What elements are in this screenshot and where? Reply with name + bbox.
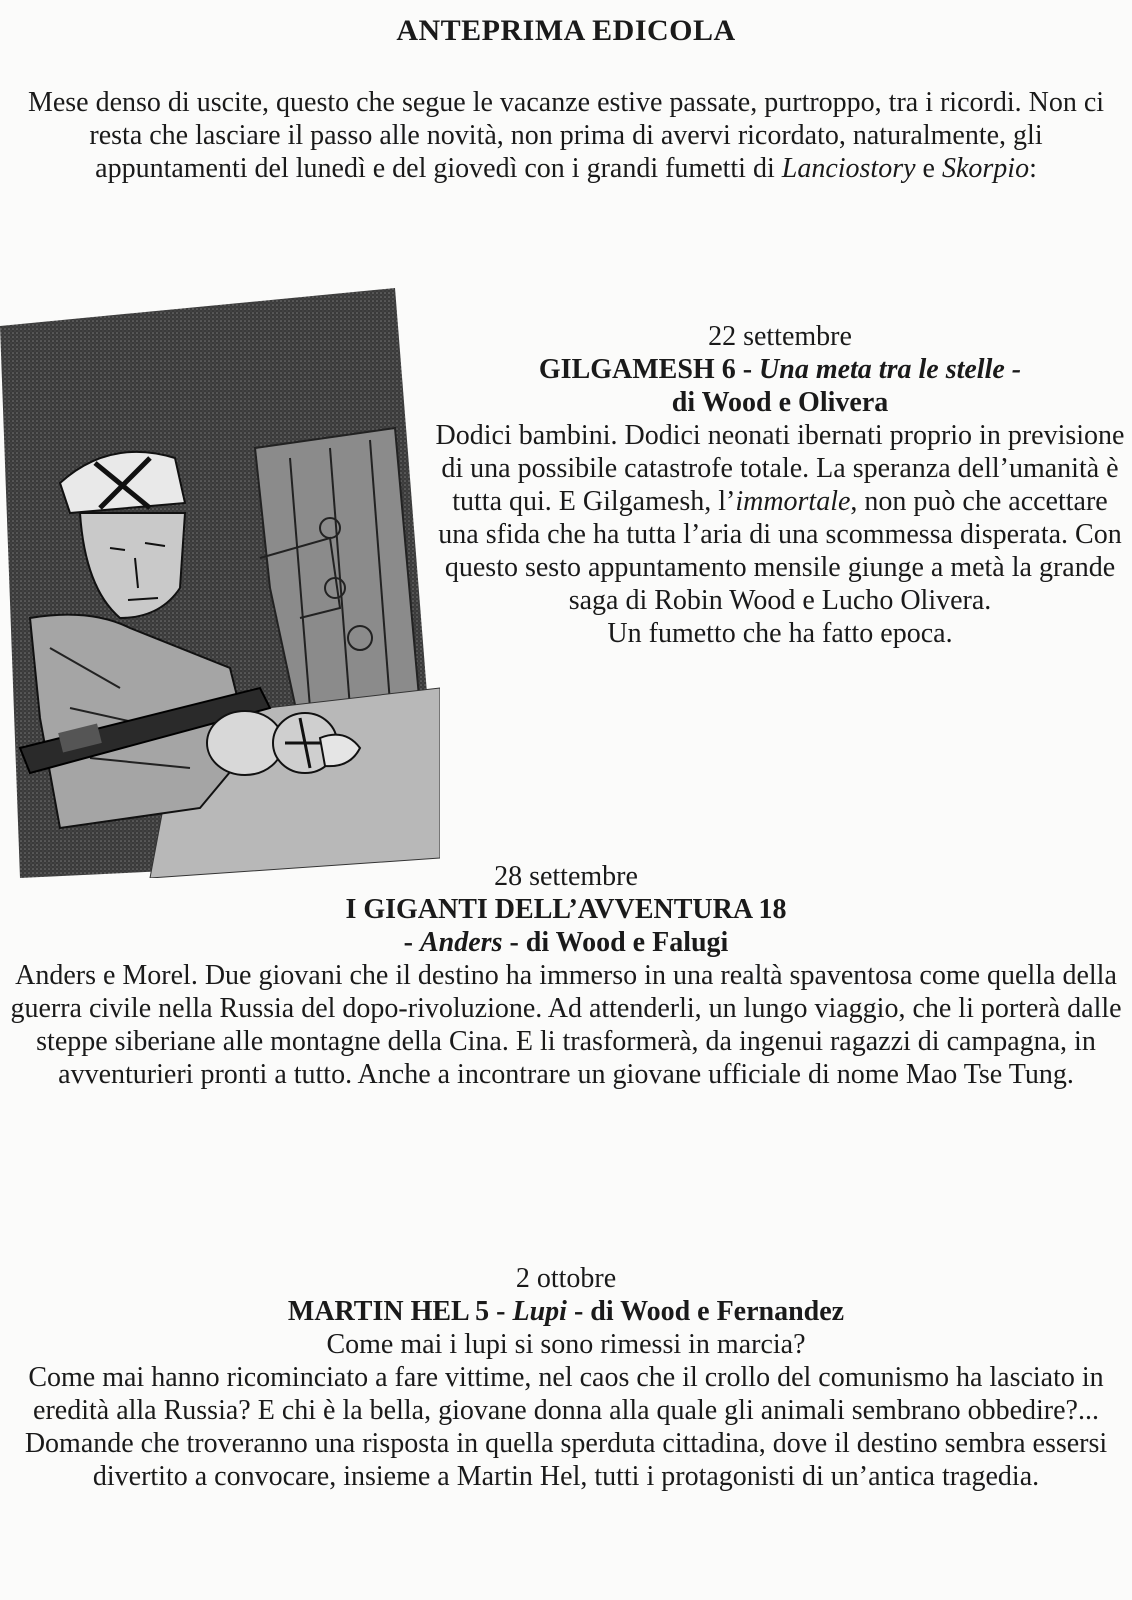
release-subtitle-line [0, 926, 1132, 959]
section-giganti-avventura [0, 860, 1132, 1091]
release-description: Anders e Morel. Due giovani che il destino ha immerso in una realtà spaventosa come quella della guerra civile nella Russia del dopo-rivoluzione. Ad attenderli, un lungo viaggio, che li porterà dalle steppe siberiane alle montagne della Cina. E li trasformerà, da ingenui ragazzi di campagna, in avventurieri pronti a tutto. Anche a incontrare un giovane ufficiale di nome Mao Tse Tung. [10, 960, 1122, 1090]
release-date: 22 settembre [708, 321, 852, 352]
page-title: ANTEPRIMA EDICOLA [396, 14, 736, 47]
magazine-name-lanciostory: Lanciostory [781, 153, 916, 184]
release-description-italic: immortale [735, 486, 851, 517]
release-date: 28 settembre [494, 861, 638, 892]
release-title [0, 1295, 1132, 1328]
release-title [430, 353, 1130, 386]
release-authors: di Wood e Olivera [671, 387, 889, 418]
release-title-main: I GIGANTI DELL’AVVENTURA 18 [345, 894, 787, 925]
release-subtitle: Lupi [512, 1296, 567, 1327]
release-description: Come mai hanno ricominciato a fare vittime, nel caos che il crollo del comunismo ha lasciato in eredità alla Russia? E chi è la bella, giovane donna alla quale gli animali sembrano obbedire?... Domande che troveranno una risposta in quella sperduta cittadina, dove il destino sembra essersi divertito a convocare, insieme a Martin Hel, tutti i protagonisti di un’antica tragedia. [24, 1362, 1108, 1492]
intro-paragraph [20, 86, 1112, 185]
section-gilgamesh [430, 320, 1130, 650]
release-authors: - di Wood e Fernandez [566, 1296, 845, 1327]
release-title-main: MARTIN HEL 5 - [287, 1296, 513, 1327]
release-description-text-continued: , non può che accettare una sfida che ha tutta l’aria di una scommessa disperata. Con questo sesto appuntamento mensile giunge a metà la grande saga di Robin Wood e Lucho Olivera. [438, 486, 1122, 616]
release-description-lead: Come mai i lupi si sono rimessi in marcia? [326, 1329, 806, 1360]
release-subtitle: Anders [420, 927, 503, 958]
release-description-tail: Un fumetto che ha fatto epoca. [607, 618, 953, 649]
release-authors: - di Wood e Falugi [502, 927, 729, 958]
release-description-text: Dodici bambini. Dodici neonati ibernati proprio in previsione di una possibile catastrofe totale. La speranza dell’umanità è tutta qui. E Gilgamesh, l’ [435, 420, 1125, 517]
intro-conjunction: e [915, 153, 942, 184]
magazine-name-skorpio: Skorpio [941, 153, 1030, 184]
intro-text: Mese denso di uscite, questo che segue le vacanze estive passate, purtroppo, tra i ricordi. Non ci resta che lasciare il passo alle novità, non prima di avervi ricordato, naturalmente, gli appuntamenti del lunedì e del giovedì con i grandi fumetti di [27, 87, 1105, 184]
release-title-main: GILGAMESH 6 - [538, 354, 760, 385]
intro-colon: : [1029, 153, 1037, 184]
release-subtitle: Una meta tra le stelle - [759, 354, 1022, 385]
release-date: 2 ottobre [515, 1263, 617, 1294]
comic-illustration-icon [0, 288, 440, 878]
release-description [430, 419, 1130, 617]
release-subtitle-prefix: - [403, 927, 420, 958]
section-martin-hel [0, 1262, 1132, 1493]
